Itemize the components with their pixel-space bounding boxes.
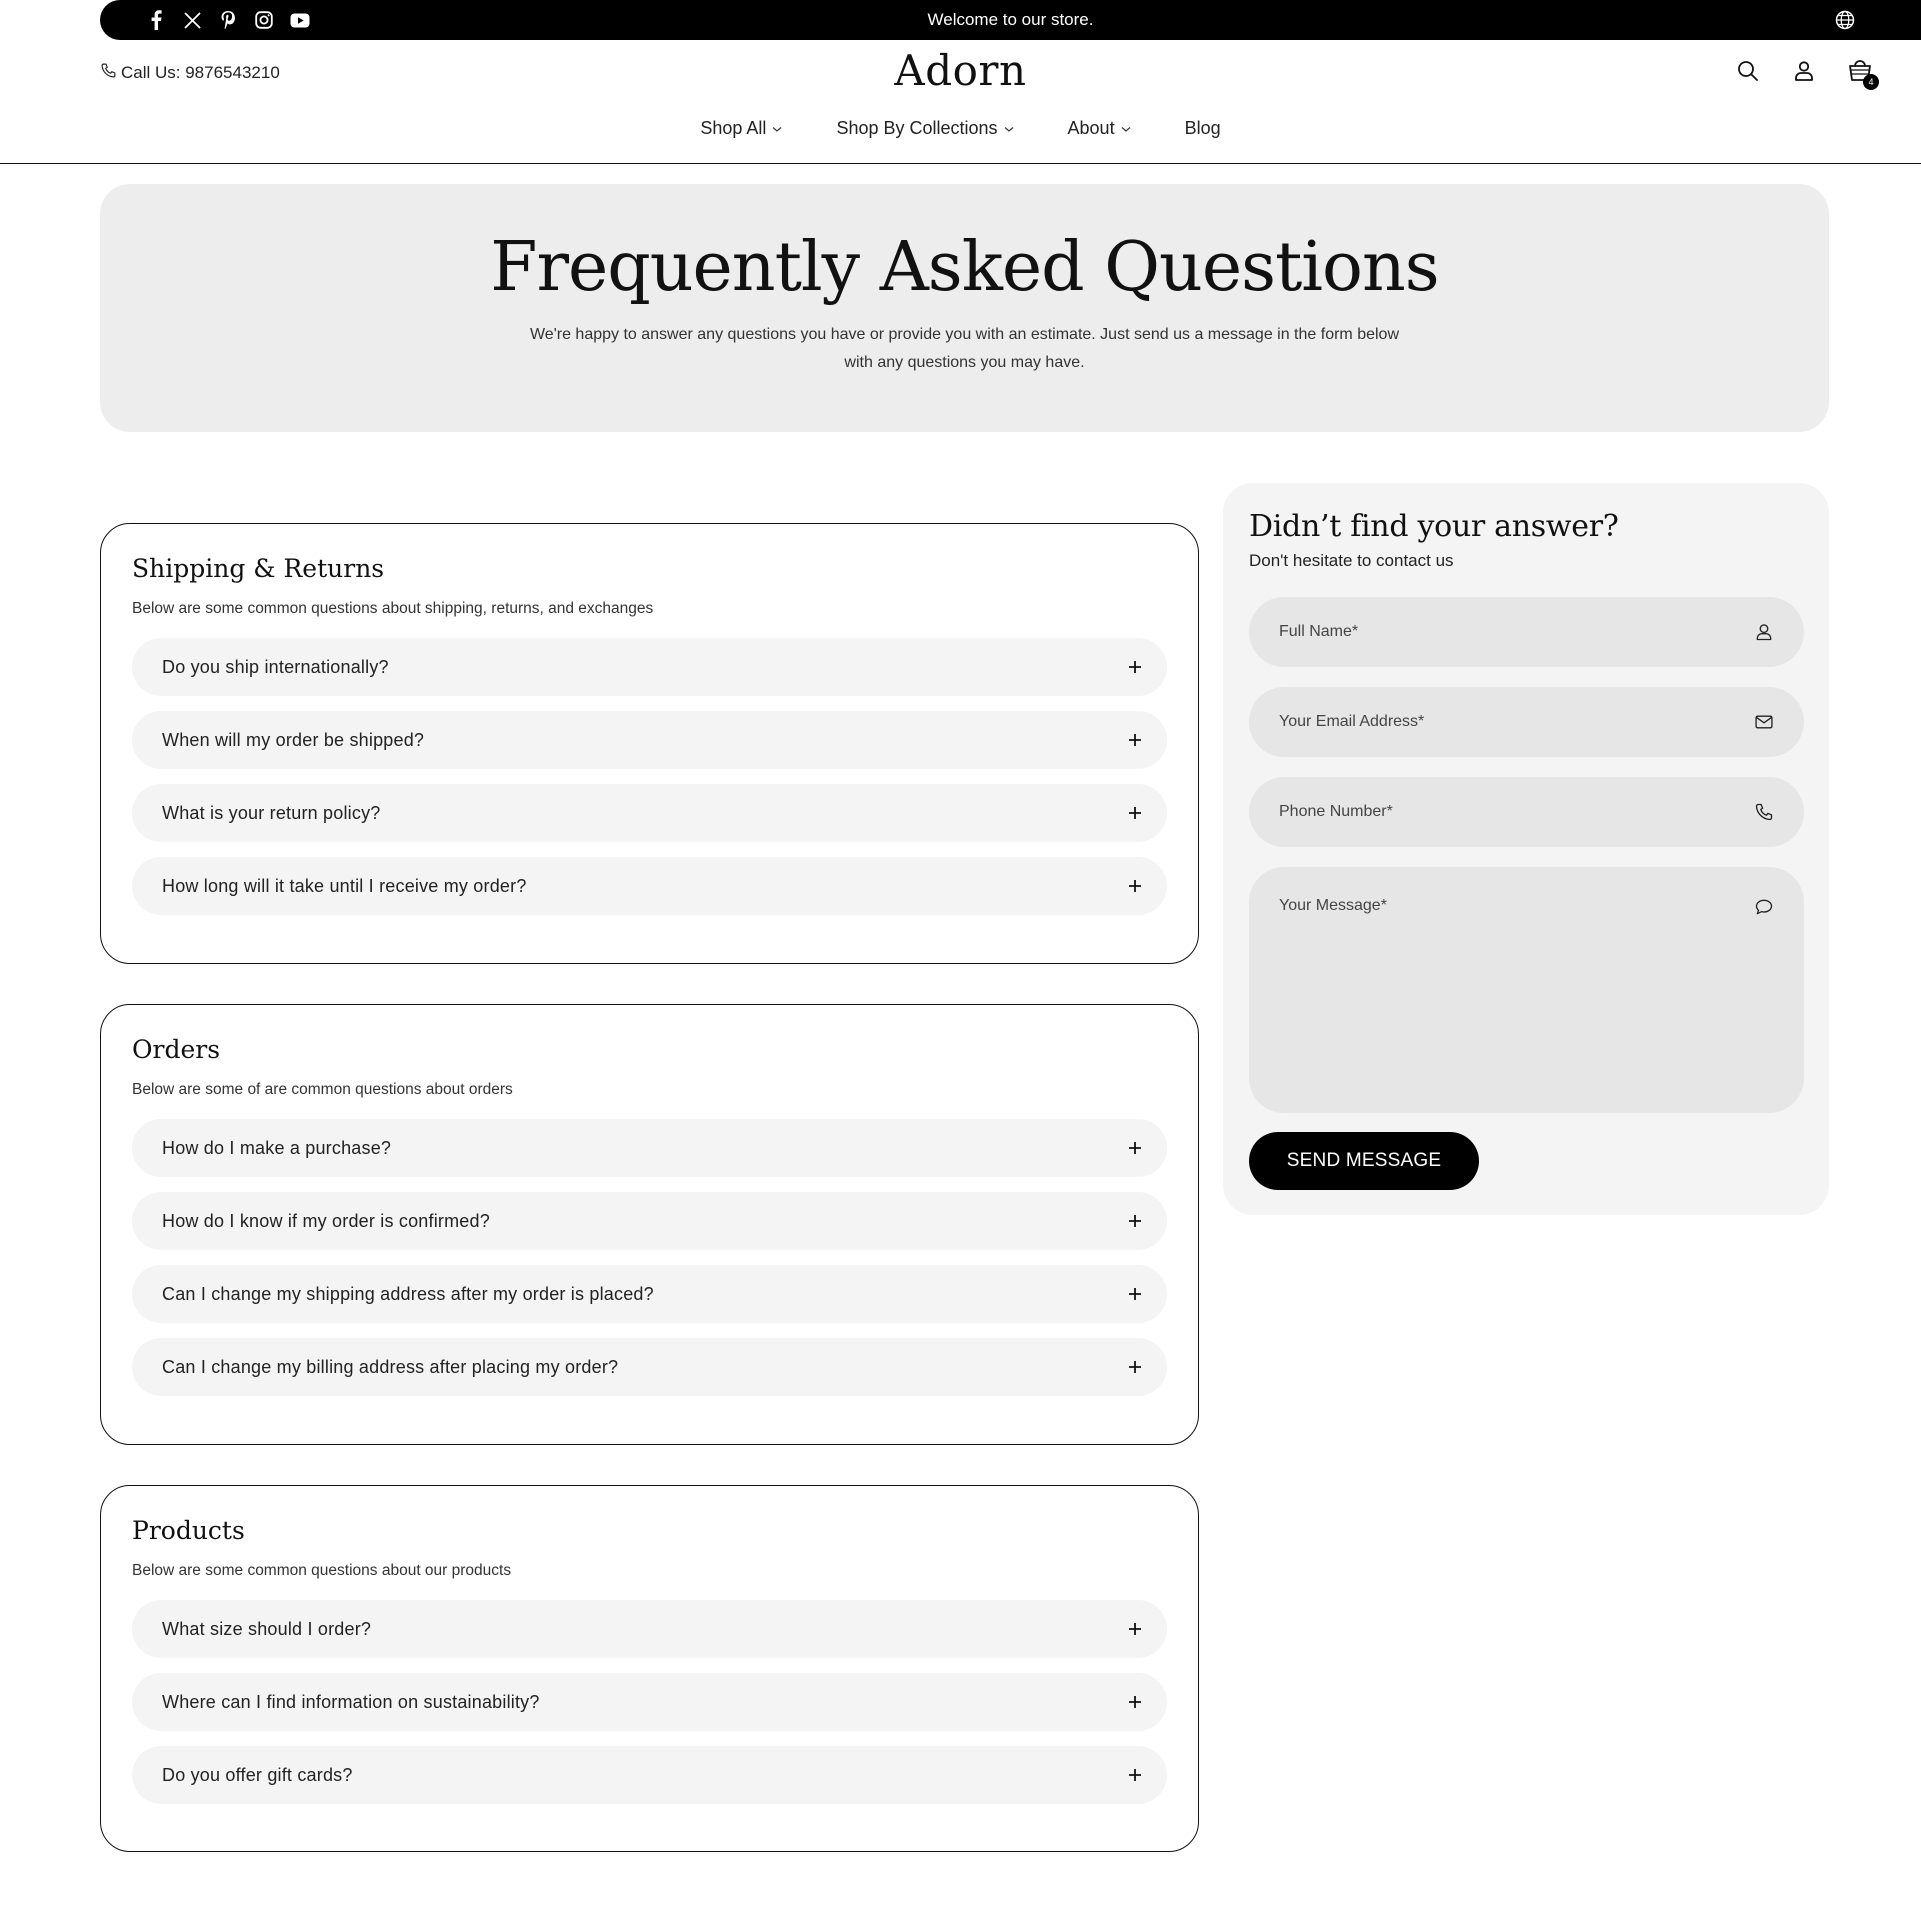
faq-question: How do I know if my order is confirmed? <box>162 1210 490 1231</box>
faq-item[interactable] <box>132 1192 1167 1250</box>
plus-icon <box>1127 659 1143 675</box>
user-icon <box>1754 622 1774 642</box>
faq-item[interactable] <box>132 1265 1167 1323</box>
full-name-placeholder: Full Name* <box>1279 623 1359 640</box>
cart-icon[interactable] <box>1847 58 1874 87</box>
globe-icon[interactable] <box>1835 10 1855 30</box>
call-us-label: Call Us: 9876543210 <box>121 63 280 82</box>
faq-question: Can I change my shipping address after my order is placed? <box>162 1283 654 1304</box>
faq-question: What is your return policy? <box>162 802 381 823</box>
plus-icon <box>1127 1767 1143 1783</box>
plus-icon <box>1127 1621 1143 1637</box>
faq-hero <box>100 184 1829 432</box>
plus-icon <box>1127 732 1143 748</box>
faq-question: How do I make a purchase? <box>162 1137 392 1158</box>
message-field[interactable] <box>1249 867 1804 1113</box>
nav-label: About <box>1067 118 1115 138</box>
page-subtitle: We're happy to answer any questions you have or provide you with an estimate. Just send us a message in the form below with any questions you may have. <box>529 326 1399 371</box>
nav-about[interactable] <box>1068 118 1131 139</box>
plus-icon <box>1127 1140 1143 1156</box>
section-title: Orders <box>132 1035 221 1064</box>
page-title: Frequently Asked Questions <box>490 228 1439 307</box>
faq-section-orders <box>100 1004 1199 1445</box>
phone-icon <box>1754 802 1774 822</box>
nav-label: Blog <box>1184 118 1221 138</box>
section-subtitle: Below are some of are common questions about orders <box>132 1081 513 1098</box>
faq-item[interactable] <box>132 1600 1167 1658</box>
nav-label: Shop By Collections <box>836 118 998 138</box>
header-actions <box>1735 58 1874 87</box>
phone-placeholder: Phone Number* <box>1279 803 1393 820</box>
faq-item[interactable] <box>132 1746 1167 1804</box>
contact-form-panel <box>1223 483 1829 1215</box>
plus-icon <box>1127 1359 1143 1375</box>
faq-item[interactable] <box>132 1673 1167 1731</box>
site-header <box>0 40 1921 164</box>
contact-title: Didn’t find your answer? <box>1249 509 1619 544</box>
plus-icon <box>1127 1286 1143 1302</box>
main-navigation <box>0 118 1921 139</box>
faq-section-shipping-returns <box>100 523 1199 964</box>
send-message-button[interactable]: SEND MESSAGE <box>1249 1132 1479 1190</box>
section-title: Products <box>132 1516 245 1545</box>
phone-field[interactable] <box>1249 777 1804 847</box>
faq-item[interactable] <box>132 857 1167 915</box>
chevron-down-icon <box>1121 124 1131 134</box>
faq-item[interactable] <box>132 1338 1167 1396</box>
nav-blog[interactable] <box>1185 118 1221 139</box>
faq-list <box>132 638 1167 930</box>
contact-subtitle: Don't hesitate to contact us <box>1249 551 1454 570</box>
section-subtitle: Below are some common questions about shipping, returns, and exchanges <box>132 600 654 617</box>
announcement-bar <box>100 0 1921 40</box>
faq-section-products <box>100 1485 1199 1852</box>
plus-icon <box>1127 805 1143 821</box>
faq-list <box>132 1119 1167 1411</box>
plus-icon <box>1127 878 1143 894</box>
faq-question: Can I change my billing address after placing my order? <box>162 1356 619 1377</box>
full-name-field[interactable] <box>1249 597 1804 667</box>
announcement-text: Welcome to our store. <box>927 10 1094 29</box>
nav-shop-all[interactable] <box>700 118 782 139</box>
email-field[interactable] <box>1249 687 1804 757</box>
chat-bubble-icon <box>1754 897 1774 917</box>
faq-question: Do you ship internationally? <box>162 656 389 677</box>
chevron-down-icon <box>772 124 782 134</box>
plus-icon <box>1127 1694 1143 1710</box>
nav-shop-by-collections[interactable] <box>836 118 1013 139</box>
nav-label: Shop All <box>700 118 767 138</box>
faq-question: When will my order be shipped? <box>162 729 425 750</box>
section-subtitle: Below are some common questions about our products <box>132 1562 512 1579</box>
faq-question: Where can I find information on sustainability? <box>162 1691 540 1712</box>
mail-icon <box>1754 712 1774 732</box>
search-icon[interactable] <box>1735 58 1761 84</box>
faq-item[interactable] <box>132 711 1167 769</box>
section-title: Shipping & Returns <box>132 554 385 583</box>
faq-item[interactable] <box>132 638 1167 696</box>
faq-item[interactable] <box>132 784 1167 842</box>
chevron-down-icon <box>1004 124 1014 134</box>
faq-item[interactable] <box>132 1119 1167 1177</box>
faq-question: How long will it take until I receive my order? <box>162 875 527 896</box>
store-logo[interactable]: Adorn <box>894 46 1027 95</box>
email-placeholder: Your Email Address* <box>1279 713 1425 730</box>
plus-icon <box>1127 1213 1143 1229</box>
faq-list <box>132 1600 1167 1819</box>
cart-count-badge: 4 <box>1863 74 1879 90</box>
account-icon[interactable] <box>1791 58 1817 84</box>
message-placeholder: Your Message* <box>1279 897 1387 914</box>
faq-question: Do you offer gift cards? <box>162 1764 353 1785</box>
faq-question: What size should I order? <box>162 1618 372 1639</box>
